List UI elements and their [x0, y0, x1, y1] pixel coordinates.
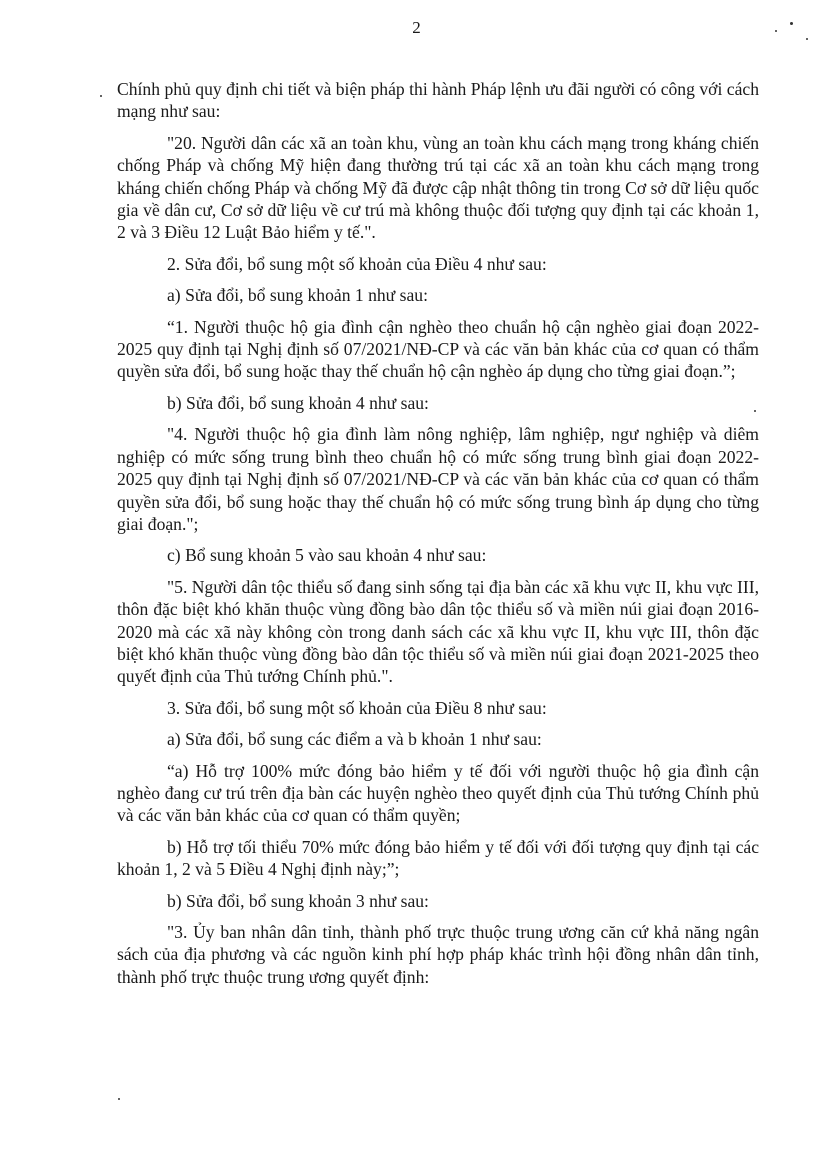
- page-number: 2: [412, 18, 421, 37]
- paragraph-intro-continuation: Chính phủ quy định chi tiết và biện pháp thi hành Pháp lệnh ưu đãi người có công với cách mạng như sau:: [117, 79, 759, 122]
- paragraph-section-2a: a) Sửa đổi, bổ sung khoản 1 như sau:: [167, 285, 428, 306]
- scan-speck: [790, 22, 793, 25]
- scan-speck: [754, 410, 756, 412]
- scan-speck: [118, 1098, 120, 1100]
- paragraph-clause-5: "5. Người dân tộc thiểu số đang sinh sống tại địa bàn các xã khu vực II, khu vực III, thôn đặc biệt khó khăn thuộc vùng đồng bào dân tộc thiểu số và miền núi giai đoạn 2016-2020 mà các xã này không còn trong danh sách các xã khu vực II, khu vực III, thôn đặc biệt khó khăn thuộc vùng đồng bào dân tộc thiểu số và miền núi giai đoạn 2021-2025 theo quyết định của Thủ tướng Chính phủ.".: [117, 576, 759, 687]
- document-body: [117, 78, 759, 997]
- paragraph-point-a: “a) Hỗ trợ 100% mức đóng bảo hiểm y tế đối với người thuộc hộ gia đình cận nghèo đang cư trú trên địa bàn các huyện nghèo theo quyết định của Thủ tướng Chính phủ và các văn bản khác của cơ quan có thẩm quyền;: [117, 760, 759, 826]
- scan-speck: [775, 30, 777, 32]
- paragraph-point-b: b) Hỗ trợ tối thiểu 70% mức đóng bảo hiểm y tế đối với đối tượng quy định tại các khoản 1, 2 và 5 Điều 4 Nghị định này;”;: [117, 836, 759, 880]
- paragraph-section-2c: c) Bổ sung khoản 5 vào sau khoản 4 như sau:: [167, 545, 487, 566]
- paragraph-section-3b: b) Sửa đổi, bổ sung khoản 3 như sau:: [167, 890, 429, 911]
- paragraph-section-2: 2. Sửa đổi, bổ sung một số khoản của Điều 4 như sau:: [167, 253, 547, 274]
- paragraph-section-3: 3. Sửa đổi, bổ sung một số khoản của Điều 8 như sau:: [167, 697, 547, 718]
- scan-speck: [100, 95, 102, 97]
- paragraph-clause-4: "4. Người thuộc hộ gia đình làm nông nghiệp, lâm nghiệp, ngư nghiệp và diêm nghiệp có mức sống trung bình theo chuẩn hộ có mức sống trung bình giai đoạn 2022-2025 quy định tại Nghị định số 07/2021/NĐ-CP và các văn bản khác của cơ quan có thẩm quyền sửa đổi, bổ sung hoặc thay thế chuẩn hộ có mức sống trung bình áp dụng cho từng giai đoạn.";: [117, 424, 759, 534]
- paragraph-clause-3: "3. Ủy ban nhân dân tỉnh, thành phố trực thuộc trung ương căn cứ khả năng ngân sách của địa phương và các nguồn kinh phí hợp pháp khác trình hội đồng nhân dân tỉnh, thành phố trực thuộc trung ương quyết định:: [117, 922, 759, 987]
- scan-speck: [806, 38, 808, 40]
- paragraph-item-20: "20. Người dân các xã an toàn khu, vùng an toàn khu cách mạng trong kháng chiến chống Pháp và chống Mỹ hiện đang thường trú tại các xã an toàn khu cách mạng trong kháng chiến chống Pháp và chống Mỹ đã được cập nhật thông tin trong Cơ sở dữ liệu quốc gia về dân cư, Cơ sở dữ liệu về cư trú mà không thuộc đối tượng quy định tại các khoản 1, 2 và 3 Điều 12 Luật Bảo hiểm y tế.".: [117, 132, 759, 243]
- paragraph-clause-1: “1. Người thuộc hộ gia đình cận nghèo theo chuẩn hộ cận nghèo giai đoạn 2022-2025 quy định tại Nghị định số 07/2021/NĐ-CP và các văn bản khác của cơ quan có thẩm quyền sửa đổi, bổ sung hoặc thay thế chuẩn hộ cận nghèo áp dụng cho từng giai đoạn.”;: [117, 316, 759, 382]
- paragraph-section-3a: a) Sửa đổi, bổ sung các điểm a và b khoản 1 như sau:: [167, 729, 542, 750]
- paragraph-section-2b: b) Sửa đổi, bổ sung khoản 4 như sau:: [167, 392, 429, 413]
